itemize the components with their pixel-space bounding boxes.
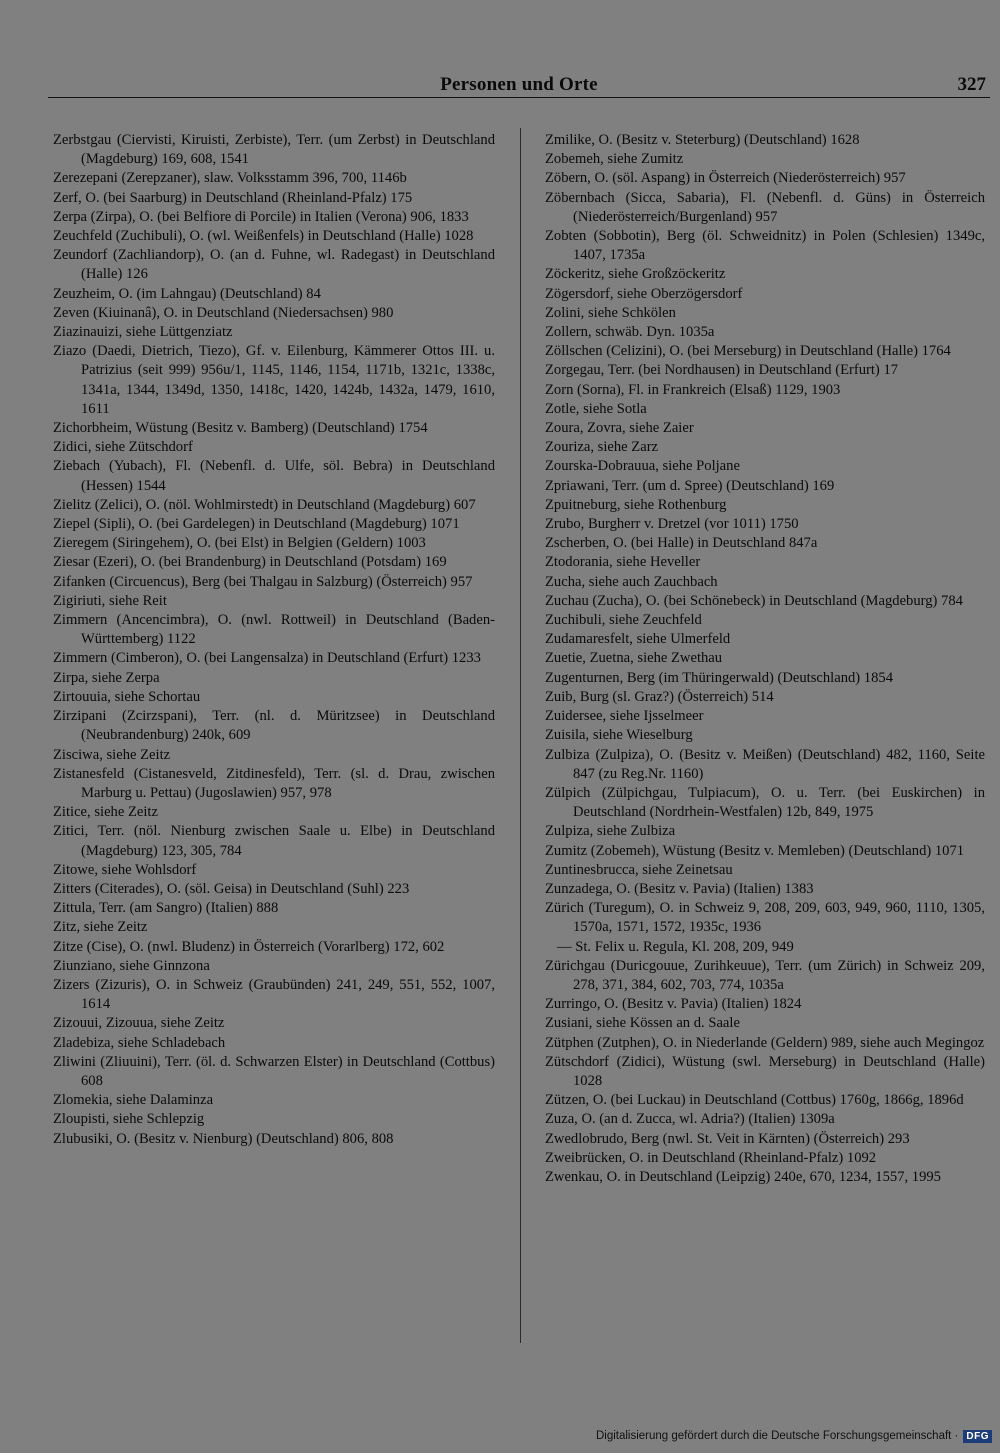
index-entry: Zweibrücken, O. in Deutschland (Rheinland-Pfalz) 1092 xyxy=(545,1149,877,1166)
index-entry: Zimmern (Ancencimbra), O. (nwl. Rottweil) in Deutschland (Baden-Württemberg) 1122 xyxy=(53,612,495,648)
index-entry: Ztodorania, siehe Heveller xyxy=(545,554,701,571)
index-entry: Zorn (Sorna), Fl. in Frankreich (Elsaß) 1129, 1903 xyxy=(545,381,841,398)
index-entry: Zuntinesbrucca, siehe Zeinetsau xyxy=(545,861,733,878)
index-entry: Zpuitneburg, siehe Rothenburg xyxy=(545,496,727,513)
index-entry: Zitice, siehe Zeitz xyxy=(53,804,158,821)
index-entry: Zladebiza, siehe Schladebach xyxy=(53,1034,226,1051)
index-entry: Zeundorf (Zachliandorp), O. (an d. Fuhne, wl. Radegast) in Deutschland (Halle) 126 xyxy=(53,247,495,283)
index-entry: Zuib, Burg (sl. Graz?) (Österreich) 514 xyxy=(545,688,774,705)
index-entry: Zmilike, O. (Besitz v. Steterburg) (Deutschland) 1628 xyxy=(545,132,860,148)
index-entry: Zitze (Cise), O. (nwl. Bludenz) in Österreich (Vorarlberg) 172, 602 xyxy=(53,938,445,955)
index-entry: Zulbiza (Zulpiza), O. (Besitz v. Meißen) (Deutschland) 482, 1160, Seite 847 (zu Reg.Nr. 1160) xyxy=(545,746,985,782)
right-index-column xyxy=(545,131,985,1187)
index-entry: Zitz, siehe Zeitz xyxy=(53,919,148,936)
index-entry: Zugenturnen, Berg (im Thüringerwald) (Deutschland) 1854 xyxy=(545,669,893,686)
index-entry: Zobten (Sobbotin), Berg (öl. Schweidnitz) in Polen (Schlesien) 1349c, 1407, 1735a xyxy=(545,228,985,264)
index-entry: Zloupisti, siehe Schlepzig xyxy=(53,1111,205,1128)
index-entry: Zliwini (Zliuuini), Terr. (öl. d. Schwarzen Elster) in Deutschland (Cottbus) 608 xyxy=(53,1053,495,1089)
header-rule xyxy=(48,97,990,98)
index-entry: Zittula, Terr. (am Sangro) (Italien) 888 xyxy=(53,900,279,917)
index-entry: Zunzadega, O. (Besitz v. Pavia) (Italien) 1383 xyxy=(545,880,814,897)
index-entry: Zizers (Zizuris), O. in Schweiz (Graubünden) 241, 249, 551, 552, 1007, 1614 xyxy=(53,976,495,1013)
index-entry: Zucha, siehe auch Zauchbach xyxy=(545,573,718,590)
index-entry: Zlomekia, siehe Dalaminza xyxy=(53,1092,214,1109)
index-entry: Zistanesfeld (Cistanesveld, Zitdinesfeld), Terr. (sl. d. Drau, zwischen Marburg u. Pettau) (Jugoslawien) 957, 978 xyxy=(53,765,495,801)
index-entry: Zögersdorf, siehe Oberzögersdorf xyxy=(545,285,743,302)
index-entry: Zpriawani, Terr. (um d. Spree) (Deutschland) 169 xyxy=(545,477,835,494)
index-entry: Zobemeh, siehe Zumitz xyxy=(545,151,684,168)
index-entry: — St. Felix u. Regula, Kl. 208, 209, 949 xyxy=(557,938,794,955)
index-entry: Zeuzheim, O. (im Lahngau) (Deutschland) 84 xyxy=(53,285,321,302)
index-entry: Zollern, schwäb. Dyn. 1035a xyxy=(545,324,715,341)
index-entry: Zimmern (Cimberon), O. (bei Langensalza) in Deutschland (Erfurt) 1233 xyxy=(53,650,481,667)
index-entry: Zielitz (Zelici), O. (nöl. Wohlmirstedt) in Deutschland (Magdeburg) 607 xyxy=(53,496,476,513)
index-entry: Zorgegau, Terr. (bei Nordhausen) in Deutschland (Erfurt) 17 xyxy=(545,362,899,379)
index-entry: Zuchau (Zucha), O. (bei Schönebeck) in Deutschland (Magdeburg) 784 xyxy=(545,592,963,609)
index-entry: Ziunziano, siehe Ginnzona xyxy=(53,957,210,974)
index-entry: Zöbernbach (Sicca, Sabaria), Fl. (Nebenfl. d. Güns) in Österreich (Niederösterreich/Burgenland) 957 xyxy=(545,189,985,225)
index-entry: Zütschdorf (Zidici), Wüstung (swl. Merseburg) in Deutschland (Halle) 1028 xyxy=(545,1053,985,1089)
index-entry: Zöckeritz, siehe Großzöckeritz xyxy=(545,266,726,283)
index-entry: Ziesar (Ezeri), O. (bei Brandenburg) in Deutschland (Potsdam) 169 xyxy=(53,554,447,571)
index-entry: Zitters (Citerades), O. (söl. Geisa) in Deutschland (Suhl) 223 xyxy=(53,880,410,897)
index-entry: Zuisila, siehe Wieselburg xyxy=(545,727,693,744)
index-entry: Zeuchfeld (Zuchibuli), O. (wl. Weißenfels) in Deutschland (Halle) 1028 xyxy=(53,228,474,245)
index-entry: Zwedlobrudo, Berg (nwl. St. Veit in Kärnten) (Österreich) 293 xyxy=(545,1130,910,1147)
index-entry: Zöbern, O. (söl. Aspang) in Österreich (Niederösterreich) 957 xyxy=(545,170,906,187)
index-entry: Zourska-Dobrauua, siehe Poljane xyxy=(545,458,740,475)
index-entry: Zerezepani (Zerepzaner), slaw. Volksstamm 396, 700, 1146b xyxy=(53,170,407,187)
index-entry: Zizouui, Zizouua, siehe Zeitz xyxy=(53,1015,225,1032)
index-entry: Zwenkau, O. in Deutschland (Leipzig) 240e, 670, 1234, 1557, 1995 xyxy=(545,1168,941,1185)
index-entry: Zitowe, siehe Wohlsdorf xyxy=(53,861,197,878)
index-entry: Zieregem (Siringehem), O. (bei Elst) in Belgien (Geldern) 1003 xyxy=(53,535,426,552)
index-entry: Zotle, siehe Sotla xyxy=(545,400,647,417)
index-entry: Zurringo, O. (Besitz v. Pavia) (Italien) 1824 xyxy=(545,996,802,1013)
index-entry: Zitici, Terr. (nöl. Nienburg zwischen Saale u. Elbe) in Deutschland (Magdeburg) 123, 305, 784 xyxy=(53,823,495,859)
index-entry: Zulpiza, siehe Zulbiza xyxy=(545,823,676,840)
index-entry: Zuchibuli, siehe Zeuchfeld xyxy=(545,612,702,629)
left-index-column xyxy=(53,131,495,1149)
index-entry: Zirtouuia, siehe Schortau xyxy=(53,688,201,705)
index-entry: Zidici, siehe Zütschdorf xyxy=(53,439,193,456)
index-entry: Zützen, O. (bei Luckau) in Deutschland (Cottbus) 1760g, 1866g, 1896d xyxy=(545,1092,964,1109)
index-entry: Ziepel (Sipli), O. (bei Gardelegen) in Deutschland (Magdeburg) 1071 xyxy=(53,516,460,533)
index-entry: Ziebach (Yubach), Fl. (Nebenfl. d. Ulfe, söl. Bebra) in Deutschland (Hessen) 1544 xyxy=(53,458,495,494)
index-entry: Zusiani, siehe Kössen an d. Saale xyxy=(545,1015,740,1032)
index-entry: Zuidersee, siehe Ijsselmeer xyxy=(545,708,704,725)
index-entry: Zuetie, Zuetna, siehe Zwethau xyxy=(545,650,723,667)
index-entry: Zerbstgau (Ciervisti, Kiruisti, Zerbiste), Terr. (um Zerbst) in Deutschland (Magdeburg) 169, 608, 1541 xyxy=(53,132,495,168)
index-entry: Zumitz (Zobemeh), Wüstung (Besitz v. Memleben) (Deutschland) 1071 xyxy=(545,842,965,859)
index-entry: Zuza, O. (an d. Zucca, wl. Adria?) (Italien) 1309a xyxy=(545,1111,835,1128)
index-entry: Ziazo (Daedi, Dietrich, Tiezo), Gf. v. Eilenburg, Kämmerer Ottos III. u. Patrizius (seit 999) 956u/1, 1145, 1146, 1154, 1171b, 1321c, 1338c, 1341a, 1344, 1349d, 1350, 1418c, 1420, 1424b, 1432a, 1479, 1610, 1611 xyxy=(53,343,495,417)
index-entry: Zirzipani (Zcirzspani), Terr. (nl. d. Müritzsee) in Deutschland (Neubrandenburg) 240k, 609 xyxy=(53,708,495,744)
index-entry: Zigiriuti, siehe Reit xyxy=(53,592,167,609)
index-entry: Zisciwa, siehe Zeitz xyxy=(53,746,171,763)
footer-text: Digitalisierung gefördert durch die Deutsche Forschungsgemeinschaft · xyxy=(595,1430,959,1442)
dfg-logo: DFG xyxy=(963,1430,992,1443)
page-header xyxy=(48,68,990,98)
index-entry: Zichorbheim, Wüstung (Besitz v. Bamberg) (Deutschland) 1754 xyxy=(53,420,428,437)
index-entry: Zlubusiki, O. (Besitz v. Nienburg) (Deutschland) 806, 808 xyxy=(53,1130,394,1147)
index-entry: Ziazinauizi, siehe Lüttgenziatz xyxy=(53,324,233,341)
page-number: 327 xyxy=(957,74,986,95)
page-title: Personen und Orte xyxy=(440,74,598,95)
index-entry: Zerf, O. (bei Saarburg) in Deutschland (Rheinland-Pfalz) 175 xyxy=(53,189,413,206)
index-entry: Zoura, Zovra, siehe Zaier xyxy=(545,420,694,437)
column-divider xyxy=(520,128,521,1343)
index-entry: Zerpa (Zirpa), O. (bei Belfiore di Porcile) in Italien (Verona) 906, 1833 xyxy=(53,208,469,225)
index-entry: Zürich (Turegum), O. in Schweiz 9, 208, 209, 603, 949, 960, 1110, 1305, 1570a, 1571, 1572, 1935c, 1936 xyxy=(545,900,985,936)
index-entry: Zülpich (Zülpichgau, Tulpiacum), O. u. Terr. (bei Euskirchen) in Deutschland (Nordrhein-Westfalen) 12b, 849, 1975 xyxy=(545,784,985,821)
index-entry: Zudamaresfelt, siehe Ulmerfeld xyxy=(545,631,731,648)
index-entry: Zütphen (Zutphen), O. in Niederlande (Geldern) 989, siehe auch Megingoz xyxy=(545,1034,985,1051)
index-entry: Zscherben, O. (bei Halle) in Deutschland 847a xyxy=(545,535,818,552)
index-entry: Zöllschen (Celizini), O. (bei Merseburg) in Deutschland (Halle) 1764 xyxy=(545,343,951,360)
index-entry: Zolini, siehe Schkölen xyxy=(545,304,676,321)
index-entry: Zürichgau (Duricgouue, Zurihkeuue), Terr. (um Zürich) in Schweiz 209, 278, 371, 384, 602, 703, 774, 1035a xyxy=(545,957,985,993)
index-entry: Zrubo, Burgherr v. Dretzel (vor 1011) 1750 xyxy=(545,516,799,533)
index-entry: Zeven (Kiuinanâ), O. in Deutschland (Niedersachsen) 980 xyxy=(53,304,394,321)
index-entry: Zouriza, siehe Zarz xyxy=(545,439,659,456)
index-entry: Zifanken (Circuencus), Berg (bei Thalgau in Salzburg) (Österreich) 957 xyxy=(53,573,473,590)
index-entry: Zirpa, siehe Zerpa xyxy=(53,669,160,686)
footer-credit xyxy=(596,1427,992,1445)
